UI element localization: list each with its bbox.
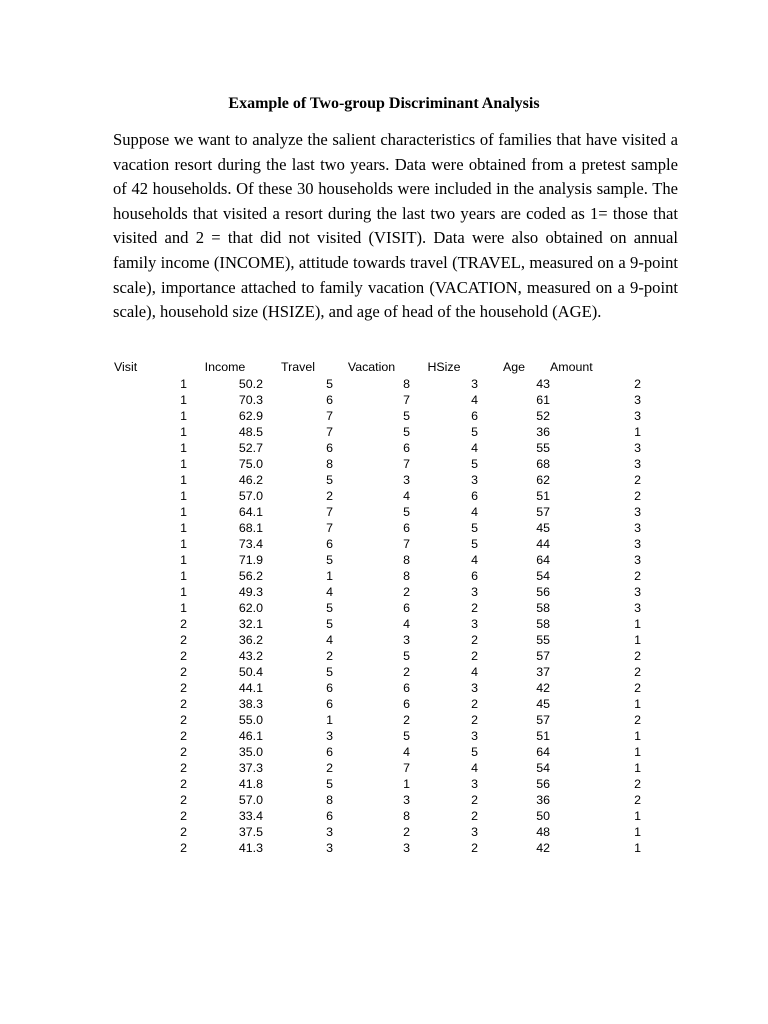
cell-amount: 2 xyxy=(634,777,641,791)
cell-visit: 2 xyxy=(180,761,187,775)
header-vacation: Vacation xyxy=(347,360,396,374)
cell-visit: 1 xyxy=(180,409,187,423)
table-row xyxy=(114,600,641,616)
cell-age: 58 xyxy=(536,601,550,615)
cell-visit: 1 xyxy=(180,457,187,471)
cell-vacation: 6 xyxy=(403,441,410,455)
cell-hsize: 2 xyxy=(471,649,478,663)
table-row xyxy=(114,392,641,408)
table-row xyxy=(114,648,641,664)
cell-travel: 5 xyxy=(326,377,333,391)
cell-hsize: 4 xyxy=(471,761,478,775)
header-visit: Visit xyxy=(114,360,138,374)
cell-hsize: 5 xyxy=(471,425,478,439)
cell-travel: 8 xyxy=(326,793,333,807)
cell-vacation: 2 xyxy=(403,665,410,679)
cell-age: 42 xyxy=(536,841,550,855)
cell-amount: 2 xyxy=(634,793,641,807)
cell-visit: 1 xyxy=(180,473,187,487)
cell-hsize: 4 xyxy=(471,665,478,679)
cell-visit: 2 xyxy=(180,841,187,855)
cell-amount: 1 xyxy=(634,633,641,647)
cell-visit: 2 xyxy=(180,713,187,727)
table-row xyxy=(114,568,641,584)
cell-vacation: 1 xyxy=(403,777,410,791)
cell-amount: 1 xyxy=(634,697,641,711)
table-row xyxy=(114,840,641,856)
cell-hsize: 4 xyxy=(471,393,478,407)
cell-hsize: 2 xyxy=(471,601,478,615)
table-row xyxy=(114,536,641,552)
header-hsize: HSize xyxy=(427,360,461,374)
cell-hsize: 2 xyxy=(471,793,478,807)
cell-amount: 2 xyxy=(634,489,641,503)
cell-income: 46.2 xyxy=(238,473,263,487)
cell-hsize: 2 xyxy=(471,809,478,823)
cell-visit: 1 xyxy=(180,425,187,439)
cell-age: 55 xyxy=(536,441,550,455)
header-travel: Travel xyxy=(281,360,315,374)
cell-amount: 3 xyxy=(634,601,641,615)
table-row xyxy=(114,712,641,728)
cell-age: 55 xyxy=(536,633,550,647)
cell-travel: 6 xyxy=(326,745,333,759)
table-row xyxy=(114,616,641,632)
cell-hsize: 4 xyxy=(471,441,478,455)
table-row xyxy=(114,744,641,760)
cell-income: 37.3 xyxy=(238,761,263,775)
cell-age: 51 xyxy=(536,489,550,503)
cell-travel: 1 xyxy=(326,713,333,727)
cell-visit: 2 xyxy=(180,793,187,807)
table-row xyxy=(114,408,641,424)
cell-travel: 7 xyxy=(326,521,333,535)
cell-hsize: 2 xyxy=(471,697,478,711)
cell-vacation: 3 xyxy=(403,633,410,647)
cell-vacation: 6 xyxy=(403,681,410,695)
cell-vacation: 8 xyxy=(403,569,410,583)
cell-hsize: 2 xyxy=(471,841,478,855)
table-row xyxy=(114,664,641,680)
cell-vacation: 7 xyxy=(403,761,410,775)
cell-amount: 2 xyxy=(634,681,641,695)
cell-travel: 6 xyxy=(326,697,333,711)
cell-visit: 2 xyxy=(180,729,187,743)
cell-amount: 2 xyxy=(634,473,641,487)
cell-travel: 2 xyxy=(326,489,333,503)
cell-vacation: 6 xyxy=(403,601,410,615)
cell-income: 64.1 xyxy=(238,505,263,519)
cell-travel: 7 xyxy=(326,425,333,439)
cell-vacation: 3 xyxy=(403,841,410,855)
cell-visit: 1 xyxy=(180,377,187,391)
cell-income: 73.4 xyxy=(238,537,263,551)
cell-travel: 8 xyxy=(326,457,333,471)
cell-vacation: 5 xyxy=(403,409,410,423)
header-row xyxy=(114,359,641,376)
cell-age: 62 xyxy=(536,473,550,487)
cell-amount: 1 xyxy=(634,809,641,823)
cell-income: 38.3 xyxy=(238,697,263,711)
cell-hsize: 3 xyxy=(471,585,478,599)
cell-hsize: 5 xyxy=(471,537,478,551)
cell-hsize: 5 xyxy=(471,457,478,471)
cell-income: 71.9 xyxy=(238,553,263,567)
table-row xyxy=(114,488,641,504)
table-row xyxy=(114,504,641,520)
cell-amount: 3 xyxy=(634,457,641,471)
cell-hsize: 3 xyxy=(471,377,478,391)
cell-travel: 7 xyxy=(326,409,333,423)
cell-amount: 3 xyxy=(634,537,641,551)
table-row xyxy=(114,792,641,808)
cell-hsize: 3 xyxy=(471,777,478,791)
cell-vacation: 5 xyxy=(403,505,410,519)
table-row xyxy=(114,424,641,440)
cell-age: 56 xyxy=(536,585,550,599)
cell-income: 41.8 xyxy=(238,777,263,791)
cell-visit: 2 xyxy=(180,777,187,791)
cell-vacation: 2 xyxy=(403,713,410,727)
table-row xyxy=(114,520,641,536)
cell-visit: 1 xyxy=(180,585,187,599)
cell-amount: 3 xyxy=(634,553,641,567)
cell-amount: 3 xyxy=(634,441,641,455)
table-row xyxy=(114,696,641,712)
cell-age: 45 xyxy=(536,697,550,711)
cell-amount: 3 xyxy=(634,393,641,407)
cell-travel: 5 xyxy=(326,777,333,791)
cell-age: 36 xyxy=(536,425,550,439)
cell-age: 61 xyxy=(536,393,550,407)
cell-travel: 5 xyxy=(326,473,333,487)
cell-age: 64 xyxy=(536,553,550,567)
cell-income: 70.3 xyxy=(238,393,263,407)
cell-travel: 3 xyxy=(326,825,333,839)
cell-travel: 4 xyxy=(326,585,333,599)
cell-age: 54 xyxy=(536,569,550,583)
cell-vacation: 5 xyxy=(403,729,410,743)
cell-amount: 1 xyxy=(634,425,641,439)
cell-visit: 2 xyxy=(180,825,187,839)
table-row xyxy=(114,808,641,824)
table-row xyxy=(114,776,641,792)
header-amount: Amount xyxy=(550,360,593,374)
table-row xyxy=(114,728,641,744)
cell-visit: 1 xyxy=(180,553,187,567)
cell-travel: 6 xyxy=(326,393,333,407)
cell-visit: 2 xyxy=(180,745,187,759)
cell-visit: 1 xyxy=(180,521,187,535)
cell-vacation: 2 xyxy=(403,585,410,599)
cell-amount: 2 xyxy=(634,665,641,679)
cell-vacation: 3 xyxy=(403,473,410,487)
cell-income: 52.7 xyxy=(238,441,263,455)
cell-age: 57 xyxy=(536,713,550,727)
cell-amount: 3 xyxy=(634,585,641,599)
cell-age: 48 xyxy=(536,825,550,839)
cell-age: 52 xyxy=(536,409,550,423)
cell-age: 57 xyxy=(536,649,550,663)
table-row xyxy=(114,680,641,696)
cell-hsize: 4 xyxy=(471,505,478,519)
cell-income: 57.0 xyxy=(238,793,263,807)
header-age: Age xyxy=(502,360,526,374)
cell-income: 33.4 xyxy=(238,809,263,823)
intro-paragraph: Suppose we want to analyze the salient characteristics of families that have visited a vacation resort during the last two years. Data were obtained from a pretest sample of 42 households. Of these 30 households were included in the analysis sample. The households that visited a resort during the last two years are coded as 1= those that visited and 2 = that did not visited (VISIT). Data were also obtained on annual family income (INCOME), attitude towards travel (TRAVEL, measured on a 9-point scale), importance attached to family vacation (VACATION, measured on a 9-point scale), household size (HSIZE), and age of head of the household (AGE). xyxy=(113,130,678,322)
cell-age: 51 xyxy=(536,729,550,743)
table-row xyxy=(114,632,641,648)
cell-hsize: 6 xyxy=(471,569,478,583)
cell-age: 64 xyxy=(536,745,550,759)
table-row xyxy=(114,760,641,776)
cell-travel: 3 xyxy=(326,729,333,743)
cell-travel: 5 xyxy=(326,665,333,679)
table-row xyxy=(114,456,641,472)
cell-travel: 5 xyxy=(326,601,333,615)
cell-age: 50 xyxy=(536,809,550,823)
cell-amount: 3 xyxy=(634,521,641,535)
cell-vacation: 3 xyxy=(403,793,410,807)
cell-income: 32.1 xyxy=(238,617,263,631)
cell-vacation: 7 xyxy=(403,457,410,471)
cell-visit: 2 xyxy=(180,809,187,823)
table-row xyxy=(114,376,641,392)
cell-amount: 1 xyxy=(634,825,641,839)
cell-travel: 6 xyxy=(326,681,333,695)
cell-income: 36.2 xyxy=(238,633,263,647)
cell-travel: 2 xyxy=(326,649,333,663)
cell-age: 44 xyxy=(536,537,550,551)
cell-travel: 3 xyxy=(326,841,333,855)
cell-income: 49.3 xyxy=(238,585,263,599)
cell-age: 36 xyxy=(536,793,550,807)
cell-visit: 2 xyxy=(180,665,187,679)
cell-age: 45 xyxy=(536,521,550,535)
cell-age: 42 xyxy=(536,681,550,695)
cell-hsize: 6 xyxy=(471,409,478,423)
cell-income: 48.5 xyxy=(238,425,263,439)
cell-hsize: 3 xyxy=(471,617,478,631)
cell-hsize: 2 xyxy=(471,633,478,647)
cell-visit: 2 xyxy=(180,649,187,663)
cell-visit: 1 xyxy=(180,601,187,615)
cell-age: 54 xyxy=(536,761,550,775)
cell-amount: 3 xyxy=(634,505,641,519)
cell-amount: 1 xyxy=(634,745,641,759)
cell-income: 41.3 xyxy=(238,841,263,855)
table-row xyxy=(114,824,641,840)
cell-income: 44.1 xyxy=(238,681,263,695)
cell-vacation: 4 xyxy=(403,489,410,503)
cell-hsize: 6 xyxy=(471,489,478,503)
table-body xyxy=(114,376,641,856)
cell-income: 46.1 xyxy=(238,729,263,743)
table-header xyxy=(114,359,641,376)
cell-travel: 1 xyxy=(326,569,333,583)
cell-vacation: 4 xyxy=(403,617,410,631)
table-row xyxy=(114,584,641,600)
cell-vacation: 7 xyxy=(403,537,410,551)
cell-travel: 6 xyxy=(326,809,333,823)
cell-hsize: 3 xyxy=(471,473,478,487)
cell-hsize: 3 xyxy=(471,681,478,695)
cell-vacation: 5 xyxy=(403,425,410,439)
cell-income: 37.5 xyxy=(238,825,263,839)
cell-amount: 2 xyxy=(634,713,641,727)
cell-travel: 2 xyxy=(326,761,333,775)
cell-visit: 1 xyxy=(180,393,187,407)
cell-amount: 2 xyxy=(634,377,641,391)
cell-visit: 1 xyxy=(180,489,187,503)
cell-visit: 1 xyxy=(180,441,187,455)
cell-age: 37 xyxy=(536,665,550,679)
cell-travel: 5 xyxy=(326,553,333,567)
cell-hsize: 4 xyxy=(471,553,478,567)
table-row xyxy=(114,472,641,488)
cell-vacation: 6 xyxy=(403,697,410,711)
cell-travel: 7 xyxy=(326,505,333,519)
cell-visit: 2 xyxy=(180,697,187,711)
cell-income: 68.1 xyxy=(238,521,263,535)
cell-vacation: 4 xyxy=(403,745,410,759)
cell-visit: 1 xyxy=(180,537,187,551)
cell-income: 50.2 xyxy=(238,377,263,391)
cell-income: 75.0 xyxy=(238,457,263,471)
cell-hsize: 5 xyxy=(471,745,478,759)
cell-vacation: 7 xyxy=(403,393,410,407)
table-row xyxy=(114,552,641,568)
cell-travel: 6 xyxy=(326,537,333,551)
cell-age: 68 xyxy=(536,457,550,471)
cell-amount: 1 xyxy=(634,841,641,855)
cell-income: 50.4 xyxy=(238,665,263,679)
cell-vacation: 8 xyxy=(403,377,410,391)
cell-amount: 1 xyxy=(634,761,641,775)
cell-amount: 3 xyxy=(634,409,641,423)
cell-amount: 2 xyxy=(634,569,641,583)
cell-hsize: 3 xyxy=(471,729,478,743)
cell-travel: 5 xyxy=(326,617,333,631)
header-income: Income xyxy=(204,360,246,374)
cell-age: 58 xyxy=(536,617,550,631)
cell-age: 57 xyxy=(536,505,550,519)
cell-hsize: 2 xyxy=(471,713,478,727)
cell-amount: 2 xyxy=(634,649,641,663)
cell-income: 43.2 xyxy=(238,649,263,663)
cell-visit: 2 xyxy=(180,633,187,647)
cell-income: 62.9 xyxy=(238,409,263,423)
page-title: Example of Two-group Discriminant Analysis xyxy=(228,95,540,112)
cell-visit: 2 xyxy=(180,681,187,695)
cell-visit: 1 xyxy=(180,505,187,519)
cell-income: 62.0 xyxy=(238,601,263,615)
cell-vacation: 6 xyxy=(403,521,410,535)
table-row xyxy=(114,440,641,456)
cell-age: 43 xyxy=(536,377,550,391)
cell-hsize: 5 xyxy=(471,521,478,535)
cell-income: 57.0 xyxy=(238,489,263,503)
cell-travel: 6 xyxy=(326,441,333,455)
cell-vacation: 8 xyxy=(403,809,410,823)
cell-visit: 1 xyxy=(180,569,187,583)
cell-income: 56.2 xyxy=(238,569,263,583)
cell-vacation: 5 xyxy=(403,649,410,663)
cell-hsize: 3 xyxy=(471,825,478,839)
cell-income: 35.0 xyxy=(238,745,263,759)
cell-travel: 4 xyxy=(326,633,333,647)
cell-amount: 1 xyxy=(634,617,641,631)
cell-vacation: 8 xyxy=(403,553,410,567)
data-table xyxy=(114,359,641,856)
cell-age: 56 xyxy=(536,777,550,791)
cell-vacation: 2 xyxy=(403,825,410,839)
cell-income: 55.0 xyxy=(238,713,263,727)
cell-amount: 1 xyxy=(634,729,641,743)
cell-visit: 2 xyxy=(180,617,187,631)
